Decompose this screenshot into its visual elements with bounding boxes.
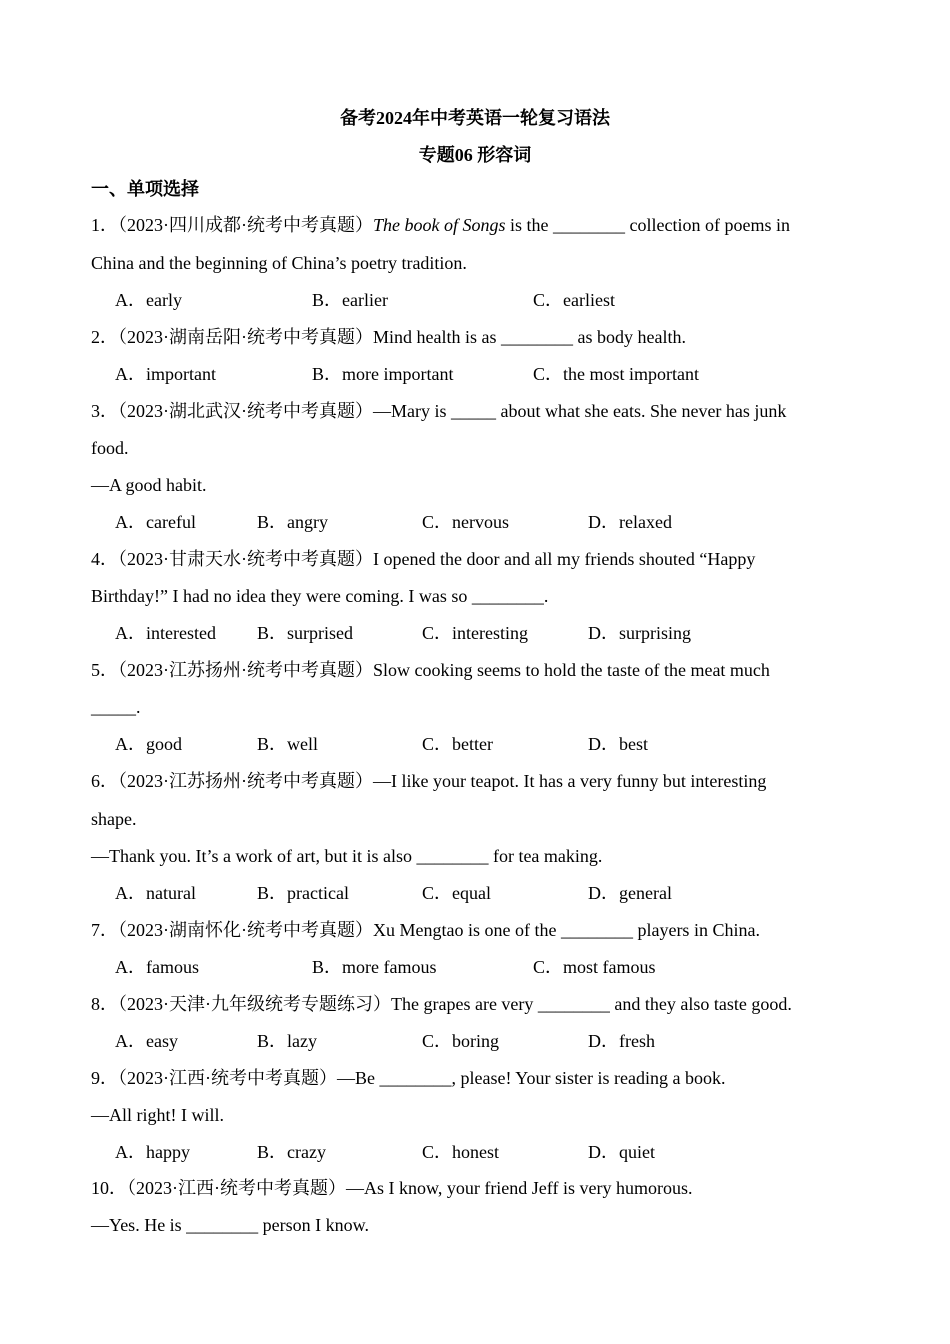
option-a[interactable]: A．early: [115, 290, 182, 310]
question-stem: Slow cooking seems to hold the taste of the meat much: [373, 660, 770, 680]
option-a[interactable]: A．happy: [115, 1142, 190, 1162]
option-a[interactable]: A．interested: [115, 623, 216, 643]
option-a[interactable]: A．important: [115, 364, 216, 384]
option-b[interactable]: B．practical: [257, 883, 349, 903]
question-8: [91, 993, 792, 1015]
question-9: [91, 1067, 725, 1089]
question-stem: I opened the door and all my friends shouted “Happy: [373, 549, 756, 569]
option-b[interactable]: B．earlier: [312, 290, 388, 310]
question-number: 5．: [91, 660, 118, 680]
question-source: （2023·四川成都·统考中考真题）: [118, 215, 373, 235]
option-c[interactable]: C．most famous: [533, 957, 656, 977]
option-c[interactable]: C．interesting: [422, 623, 528, 643]
question-6: [91, 770, 766, 792]
question-3-dialogue: —A good habit.: [91, 475, 207, 495]
option-b[interactable]: B．angry: [257, 512, 328, 532]
question-source: （2023·湖南怀化·统考中考真题）: [118, 920, 373, 940]
question-10: [91, 1177, 692, 1199]
option-c[interactable]: C．honest: [422, 1142, 500, 1162]
question-source: （2023·湖北武汉·统考中考真题）: [118, 401, 373, 421]
option-a[interactable]: A．easy: [115, 1031, 178, 1051]
option-d[interactable]: D．relaxed: [588, 512, 672, 532]
option-d[interactable]: D．quiet: [588, 1142, 655, 1162]
question-10-dialogue: —Yes. He is ________ person I know.: [91, 1215, 369, 1235]
question-stem: Xu Mengtao is one of the ________ players in China.: [373, 920, 760, 940]
question-source: （2023·甘肃天水·统考中考真题）: [118, 549, 373, 569]
question-4: [91, 548, 755, 570]
question-1-continuation: China and the beginning of China’s poetry tradition.: [91, 253, 467, 273]
option-d[interactable]: D．surprising: [588, 623, 691, 643]
option-a[interactable]: A．careful: [115, 512, 196, 532]
question-5-continuation: _____.: [91, 697, 141, 717]
question-1: [91, 214, 790, 236]
question-number: 3．: [91, 401, 118, 421]
option-c[interactable]: C．boring: [422, 1031, 500, 1051]
option-b[interactable]: B．surprised: [257, 623, 353, 643]
question-stem: —Mary is _____ about what she eats. She never has junk: [373, 401, 787, 421]
option-b[interactable]: B．more important: [312, 364, 454, 384]
question-stem: —As I know, your friend Jeff is very humorous.: [346, 1178, 693, 1198]
question-source: （2023·江西·统考中考真题）: [127, 1178, 346, 1198]
option-d[interactable]: D．fresh: [588, 1031, 655, 1051]
option-c[interactable]: C．nervous: [422, 512, 509, 532]
question-number: 4．: [91, 549, 118, 569]
question-number: 2．: [91, 327, 118, 347]
option-b[interactable]: B．more famous: [312, 957, 437, 977]
option-d[interactable]: D．best: [588, 734, 648, 754]
document-title: 备考2024年中考英语一轮复习语法: [340, 108, 610, 128]
question-source: （2023·江苏扬州·统考中考真题）: [118, 771, 373, 791]
option-b[interactable]: B．well: [257, 734, 318, 754]
question-3: [91, 400, 786, 422]
question-stem-italic: The book of Songs: [373, 215, 506, 235]
question-stem: Mind health is as ________ as body health.: [373, 327, 686, 347]
question-stem: —I like your teapot. It has a very funny but interesting: [373, 771, 767, 791]
option-c[interactable]: C．earliest: [533, 290, 615, 310]
document-subtitle: 专题06 形容词: [418, 145, 532, 165]
question-9-dialogue: —All right! I will.: [91, 1105, 224, 1125]
question-stem: is the ________ collection of poems in: [505, 215, 790, 235]
option-b[interactable]: B．crazy: [257, 1142, 326, 1162]
question-3-continuation: food.: [91, 438, 129, 458]
option-a[interactable]: A．good: [115, 734, 182, 754]
question-number: 9．: [91, 1068, 118, 1088]
question-number: 8．: [91, 994, 118, 1014]
question-number: 10．: [91, 1178, 127, 1198]
question-number: 6．: [91, 771, 118, 791]
question-number: 1．: [91, 215, 118, 235]
option-d[interactable]: D．general: [588, 883, 672, 903]
question-2: [91, 326, 686, 348]
question-source: （2023·江苏扬州·统考中考真题）: [118, 660, 373, 680]
question-5: [91, 659, 770, 681]
question-source: （2023·江西·统考中考真题）: [118, 1068, 337, 1088]
question-6-continuation: shape.: [91, 809, 137, 829]
option-a[interactable]: A．famous: [115, 957, 199, 977]
option-c[interactable]: C．equal: [422, 883, 491, 903]
option-c[interactable]: C．the most important: [533, 364, 699, 384]
option-c[interactable]: C．better: [422, 734, 493, 754]
option-a[interactable]: A．natural: [115, 883, 196, 903]
question-stem: The grapes are very ________ and they also taste good.: [391, 994, 792, 1014]
question-number: 7．: [91, 920, 118, 940]
question-stem: —Be ________, please! Your sister is reading a book.: [337, 1068, 726, 1088]
question-7: [91, 919, 760, 941]
section-heading: 一、单项选择: [91, 179, 199, 199]
question-6-dialogue: —Thank you. It’s a work of art, but it is also ________ for tea making.: [91, 846, 603, 866]
question-source: （2023·天津·九年级统考专题练习）: [118, 994, 391, 1014]
option-b[interactable]: B．lazy: [257, 1031, 317, 1051]
question-source: （2023·湖南岳阳·统考中考真题）: [118, 327, 373, 347]
question-4-continuation: Birthday!” I had no idea they were coming. I was so ________.: [91, 586, 549, 606]
